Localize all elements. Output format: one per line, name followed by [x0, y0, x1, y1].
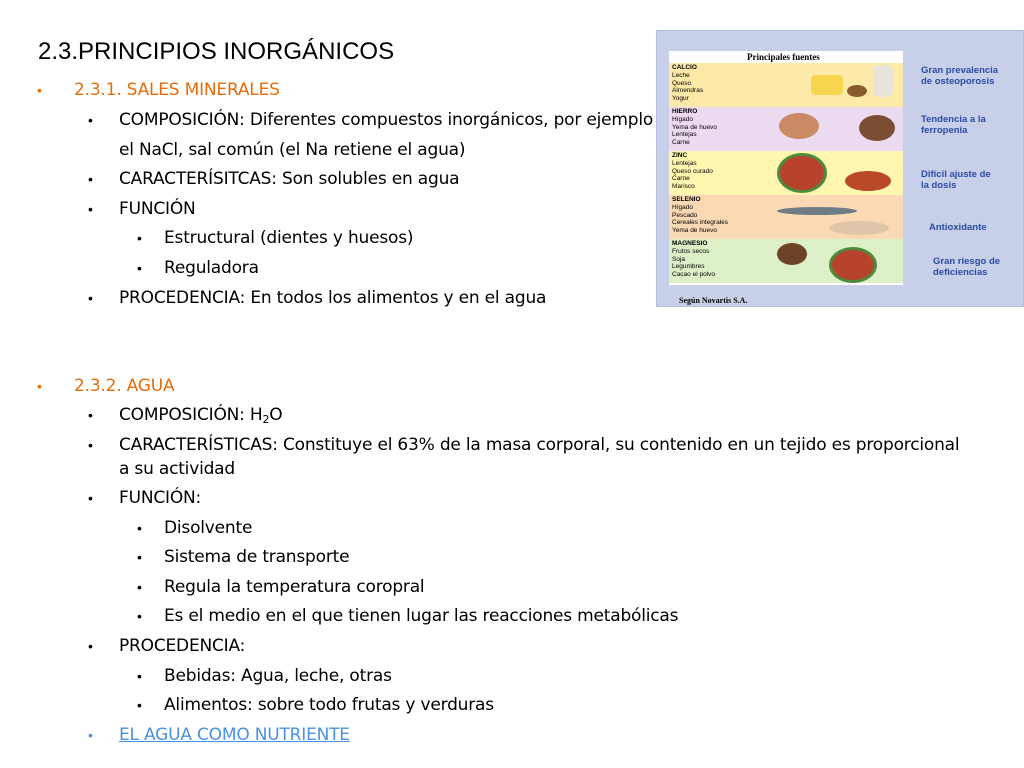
band-items: Frutos secos Soja Legumbres Cacao el polvo	[672, 248, 715, 278]
band-items: Hígado Yema de huevo Lentejas Carne	[672, 116, 717, 146]
fish-image	[777, 207, 857, 215]
agua-function: FUNCIÓN:	[119, 488, 202, 508]
bullet: •	[137, 520, 142, 536]
band-items: Leche Queso Almendras Yogur	[672, 72, 704, 102]
band-calcio	[669, 63, 903, 107]
milk-image	[873, 65, 893, 97]
sales-composition-cont: el NaCl, sal común (el Na retiene el agua)	[119, 140, 466, 160]
cheese-image	[811, 75, 843, 95]
agua-origin: PROCEDENCIA:	[119, 636, 246, 656]
mineral-sources-figure	[656, 30, 1024, 307]
band-label: ZINC	[672, 152, 688, 159]
band-label: MAGNESIO	[672, 240, 708, 247]
slide-title: 2.3.PRINCIPIOS INORGÁNICOS	[38, 38, 395, 65]
agua-characteristics: CARACTERÍSTICAS: Constituye el 63% de la masa corporal, su contenido en un tejido es proporcional	[119, 435, 960, 455]
band-selenio	[669, 195, 903, 239]
crab-image	[845, 171, 891, 191]
lentils-image	[859, 115, 895, 141]
bullet: •	[88, 727, 93, 743]
sales-origin: PROCEDENCIA: En todos los alimentos y en el agua	[119, 288, 547, 308]
bullet: •	[137, 668, 142, 684]
note-magnesio: Gran riesgo de deficiencias	[933, 256, 1001, 278]
bullet: •	[88, 638, 93, 654]
note-zinc: Difícil ajuste de la dosis	[921, 169, 991, 191]
note-selenio: Antioxidante	[929, 222, 987, 233]
bullet: •	[88, 201, 93, 217]
dish-image	[777, 153, 827, 193]
agua-origin-item: Bebidas: Agua, leche, otras	[164, 666, 392, 686]
bullet: •	[88, 490, 93, 506]
bullet: •	[88, 112, 93, 128]
bullet: •	[88, 407, 93, 423]
bullet: •	[37, 378, 42, 394]
band-label: CALCIO	[672, 64, 697, 71]
figure-footer: Según Novartis S.A.	[679, 296, 748, 305]
note-calcio: Gran prevalencia de osteoporosis	[921, 65, 999, 87]
figure-title: Principales fuentes	[747, 52, 820, 62]
band-label: SELENIO	[672, 196, 701, 203]
sales-composition: COMPOSICIÓN: Diferentes compuestos inorgánicos, por ejemplo	[119, 110, 654, 130]
legumes-image	[829, 247, 877, 283]
agua-function-item: Disolvente	[164, 518, 253, 538]
agua-composition: COMPOSICIÓN: $H_2O$	[119, 405, 283, 426]
almonds-image	[847, 85, 867, 97]
bullet: •	[137, 697, 142, 713]
bullet: •	[37, 82, 42, 98]
bullet: •	[137, 608, 142, 624]
agua-function-item: Es el medio en el que tienen lugar las reacciones metabólicas	[164, 606, 679, 626]
sales-characteristics: CARACTERÍSITCAS: Son solubles en agua	[119, 169, 460, 189]
section-heading-agua: 2.3.2. AGUA	[74, 376, 175, 396]
bullet: •	[137, 260, 142, 276]
agua-nutriente-link[interactable]: EL AGUA COMO NUTRIENTE	[119, 725, 350, 745]
band-zinc	[669, 151, 903, 195]
band-label: HIERRO	[672, 108, 698, 115]
section-heading-sales: 2.3.1. SALES MINERALES	[74, 80, 280, 100]
agua-function-item: Regula la temperatura coropral	[164, 577, 425, 597]
agua-characteristics-cont: a su actividad	[119, 459, 235, 479]
sales-function-item: Estructural (dientes y huesos)	[164, 228, 414, 248]
agua-origin-item: Alimentos: sobre todo frutas y verduras	[164, 695, 494, 715]
bullet: •	[88, 437, 93, 453]
band-magnesio	[669, 239, 903, 283]
bullet: •	[88, 290, 93, 306]
agua-function-item: Sistema de transporte	[164, 547, 350, 567]
band-hierro	[669, 107, 903, 151]
sales-function-item: Reguladora	[164, 258, 259, 278]
bullet: •	[88, 171, 93, 187]
note-hierro: Tendencia a la ferropenia	[921, 114, 986, 136]
bullet: •	[137, 549, 142, 565]
nuts-image	[777, 243, 807, 265]
bullet: •	[137, 230, 142, 246]
eggs-image	[779, 113, 819, 139]
band-items: Hígado Pescado Cereales integrales Yema de huevo	[672, 204, 729, 234]
sales-function: FUNCIÓN	[119, 199, 196, 219]
eggs-image	[829, 221, 889, 235]
band-items: Lentejas Queso curado Carne Marisco	[672, 160, 713, 190]
bullet: •	[137, 579, 142, 595]
